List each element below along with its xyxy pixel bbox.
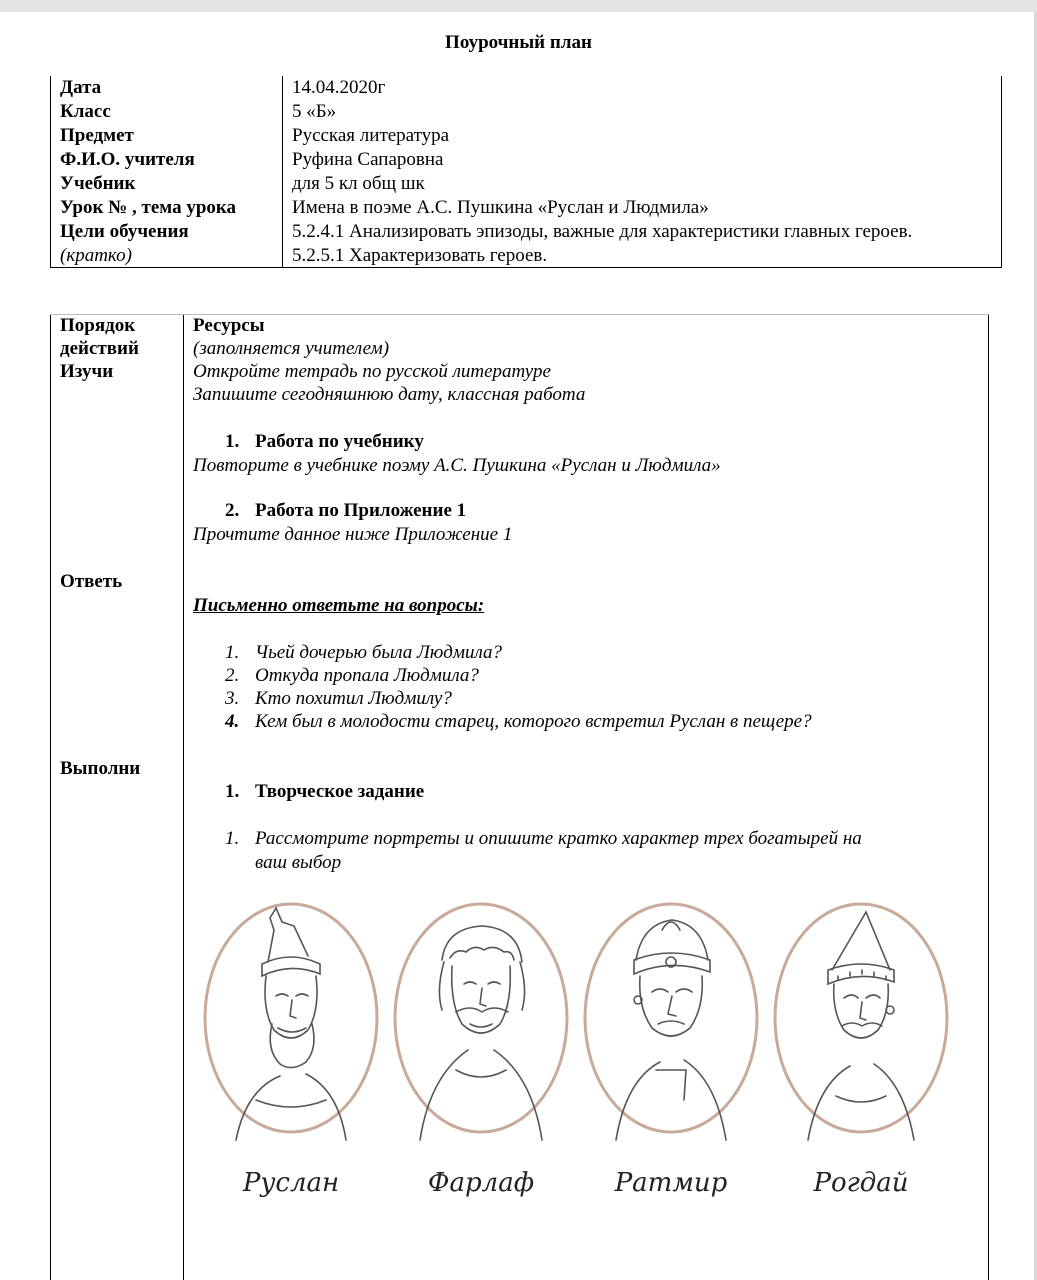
info-row-class [50, 100, 1002, 124]
info-label: Урок № , тема урока [60, 197, 237, 218]
info-value: Имена в поэме А.С. Пушкина «Руслан и Людмила» [292, 197, 709, 218]
info-label: Учебник [60, 173, 136, 194]
column-header-actions: Порядок [60, 315, 136, 336]
question-text: Кем был в молодости старец, которого встретил Руслан в пещере? [255, 711, 812, 732]
instruction-text: Запишите сегодняшнюю дату, классная работа [193, 384, 586, 405]
section-label-answer: Ответь [60, 571, 123, 592]
info-row-topic [50, 196, 1002, 220]
instruction-text: Повторите в учебнике поэму А.С. Пушкина «Руслан и Людмила» [193, 455, 721, 476]
section-label-study: Изучи [60, 361, 114, 382]
task-heading [225, 430, 424, 454]
list-item: 3. Кто похитил Людмилу? [225, 688, 452, 709]
info-row-textbook [50, 172, 1002, 196]
lesson-info-table [50, 76, 1002, 268]
question-text: Кто похитил Людмилу? [255, 688, 452, 709]
question-text: Откуда пропала Людмила? [255, 665, 479, 686]
portrait-caption: Ратмир [614, 1168, 728, 1198]
question-text: Чьей дочерью была Людмила? [255, 642, 503, 663]
info-label: Ф.И.О. учителя [60, 149, 195, 170]
list-item: 1. Рассмотрите портреты и опишите кратко характер трех богатырей на [225, 828, 862, 849]
task-text: ваш выбор [255, 852, 342, 873]
portrait-farlaf [386, 900, 576, 1200]
info-value: 5.2.5.1 Характеризовать героев. [292, 245, 548, 266]
info-value: для 5 кл общ шк [292, 173, 425, 194]
section-label-do: Выполни [60, 758, 141, 779]
info-value: Русская литература [292, 125, 450, 146]
info-value: 14.04.2020г [292, 77, 386, 98]
list-item: 2. Откуда пропала Людмила? [225, 665, 479, 686]
window-top-bar [0, 0, 1037, 12]
info-value: 5 «Б» [292, 101, 337, 122]
task-number: 2. [225, 500, 240, 521]
instruction-text: Прочтите данное ниже Приложение 1 [193, 524, 513, 545]
column-header-actions: действий [60, 338, 139, 359]
instruction-text: Откройте тетрадь по русской литературе [193, 361, 551, 382]
questions-heading: Письменно ответьте на вопросы: [193, 595, 485, 616]
info-label: Класс [60, 101, 111, 122]
farlaf-portrait-icon [386, 900, 576, 1150]
task-title: Работа по Приложение 1 [255, 500, 467, 521]
info-label: Предмет [60, 125, 134, 146]
info-row-goals-note [50, 244, 1002, 268]
task-title: Работа по учебнику [255, 431, 424, 452]
info-label: (кратко) [60, 245, 132, 266]
task-heading [225, 780, 424, 804]
column-header-note: (заполняется учителем) [193, 338, 390, 359]
info-row-subject [50, 124, 1002, 148]
column-header-resources: Ресурсы [193, 315, 265, 336]
info-value: Руфина Сапаровна [292, 149, 444, 170]
info-label: Дата [60, 77, 102, 98]
portrait-ratmir [576, 900, 766, 1200]
task-number: 1. [225, 431, 240, 452]
list-item: 4. Кем был в молодости старец, которого встретил Руслан в пещере? [225, 711, 812, 732]
table-border-top [50, 314, 989, 315]
portrait-caption: Фарлаф [427, 1168, 535, 1198]
portrait-caption: Рогдай [813, 1168, 909, 1198]
portrait-caption: Руслан [242, 1168, 340, 1198]
table-border-right [988, 314, 989, 1280]
info-row-date [50, 76, 1002, 100]
info-row-goals [50, 220, 1002, 244]
table-divider [183, 314, 184, 1280]
task-title: Творческое задание [255, 781, 425, 802]
list-item: 1. Чьей дочерью была Людмила? [225, 642, 503, 663]
info-value: 5.2.4.1 Анализировать эпизоды, важные для характеристики главных героев. [292, 221, 913, 242]
info-label: Цели обучения [60, 221, 189, 242]
page-title: Поурочный план [445, 32, 592, 53]
task-number: 1. [225, 781, 240, 802]
portrait-rogdai [766, 900, 956, 1200]
info-row-teacher [50, 148, 1002, 172]
task-heading [225, 499, 466, 523]
task-text: Рассмотрите портреты и опишите кратко характер трех богатырей на [255, 828, 862, 849]
portrait-ruslan [196, 900, 386, 1200]
hero-portraits [196, 900, 956, 1210]
rogdai-portrait-icon [766, 900, 956, 1150]
ruslan-portrait-icon [196, 900, 386, 1150]
ratmir-portrait-icon [576, 900, 766, 1150]
table-border-left [50, 314, 51, 1280]
